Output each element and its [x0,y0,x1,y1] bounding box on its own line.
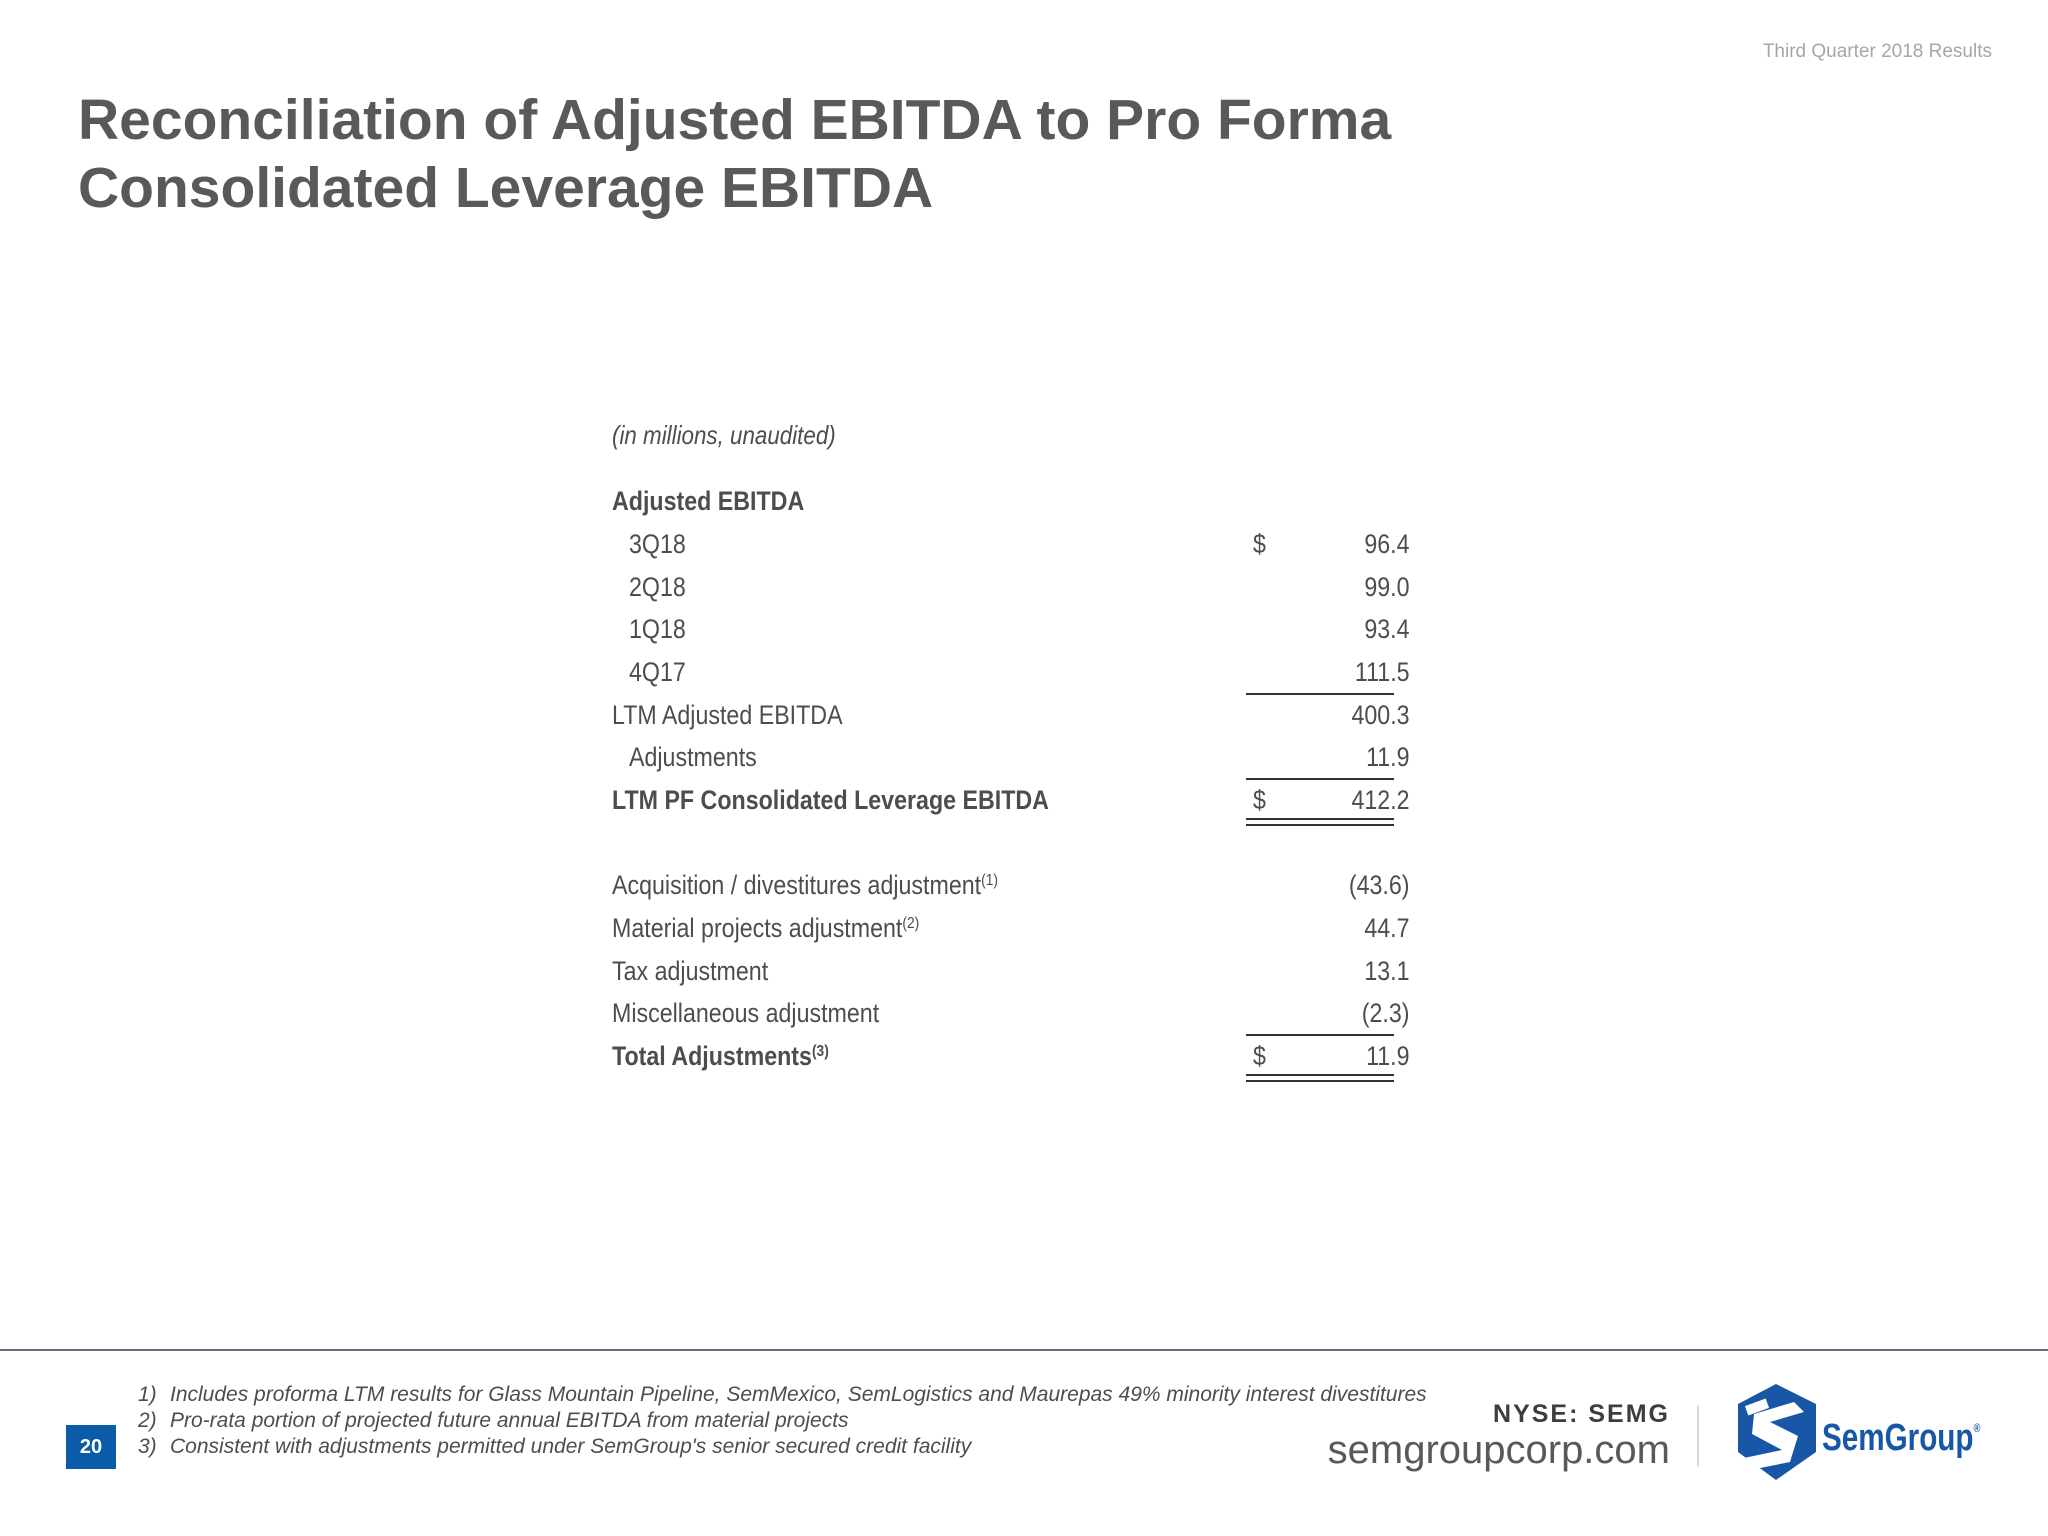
subtotal-rule [1246,693,1394,695]
units-note: (in millions, unaudited) [612,420,836,450]
row-value: 99.0 [1364,572,1410,602]
footer-separator [1697,1405,1699,1467]
footnote-ref: (3) [811,1043,829,1060]
table-row [612,700,1412,738]
row-label: Miscellaneous adjustment [612,998,880,1028]
row-value: 96.4 [1364,529,1410,559]
row-value: 93.4 [1364,614,1410,644]
table-row [612,572,1412,610]
row-label: Acquisition / divestitures adjustment$^{(1)}$ [612,870,998,900]
footnotes [138,1382,1438,1460]
currency-symbol: $ [1253,1041,1266,1071]
row-value: 111.5 [1355,657,1410,687]
row-label: 2Q18 [629,572,686,602]
row-label: Total Adjustments$^{(3)}$ [612,1041,829,1071]
table-row [612,870,1412,908]
table-row [612,956,1412,994]
row-value: (2.3) [1362,998,1410,1028]
footer-divider [0,1349,2048,1351]
stock-ticker: NYSE: SEMG [1493,1400,1670,1428]
website-link[interactable]: semgroupcorp.com [1327,1428,1670,1472]
page-title-line-2: Consolidated Leverage EBITDA [78,156,934,220]
footnote-ref: (1) [981,872,998,889]
page-title [78,86,1578,222]
subtotal-rule [1246,778,1394,780]
page-title-line-1: Reconciliation of Adjusted EBITDA to Pro Forma [78,88,1392,152]
currency-symbol: $ [1253,529,1266,559]
page-number-badge: 20 [66,1425,116,1469]
row-value: 11.9 [1366,742,1410,772]
row-value: 13.1 [1364,956,1410,986]
row-value: (43.6) [1349,870,1410,900]
row-value: 44.7 [1364,913,1410,943]
table-row [612,657,1412,695]
row-label: LTM PF Consolidated Leverage EBITDA [612,785,1049,815]
table-row [612,529,1412,567]
row-label: 1Q18 [629,614,686,644]
report-label: Third Quarter 2018 Results [1762,41,1992,62]
footnote: 2) Pro-rata portion of projected future annual EBITDA from material projects [138,1409,849,1432]
row-label: Tax adjustment [612,956,769,986]
table-row [612,913,1412,951]
table-row [612,614,1412,652]
table-section-heading: Adjusted EBITDA [612,486,805,516]
footnote-ref: (2) [902,915,920,932]
total-double-rule [1246,1074,1394,1082]
row-value: 400.3 [1351,700,1410,730]
row-label: Material projects adjustment$^{(2)}$ [612,913,920,943]
total-double-rule [1246,818,1394,826]
row-label: 3Q18 [629,529,686,559]
currency-symbol: $ [1253,785,1266,815]
footnote: 3) Consistent with adjustments permitted under SemGroup's senior secured credit facility [138,1435,972,1458]
row-label: LTM Adjusted EBITDA [612,700,843,730]
table-row [612,742,1412,780]
table-row [612,998,1412,1036]
footnote: 1) Includes proforma LTM results for Glass Mountain Pipeline, SemMexico, SemLogistics and Maurepas 49% minority interest divestitures [138,1383,1427,1406]
row-value: 11.9 [1366,1041,1410,1071]
row-label: 4Q17 [629,657,686,687]
row-value: 412.2 [1351,785,1410,815]
row-label: Adjustments [629,742,757,772]
subtotal-rule [1246,1034,1394,1036]
logo-wordmark: SemGroup® [1822,1417,1981,1459]
